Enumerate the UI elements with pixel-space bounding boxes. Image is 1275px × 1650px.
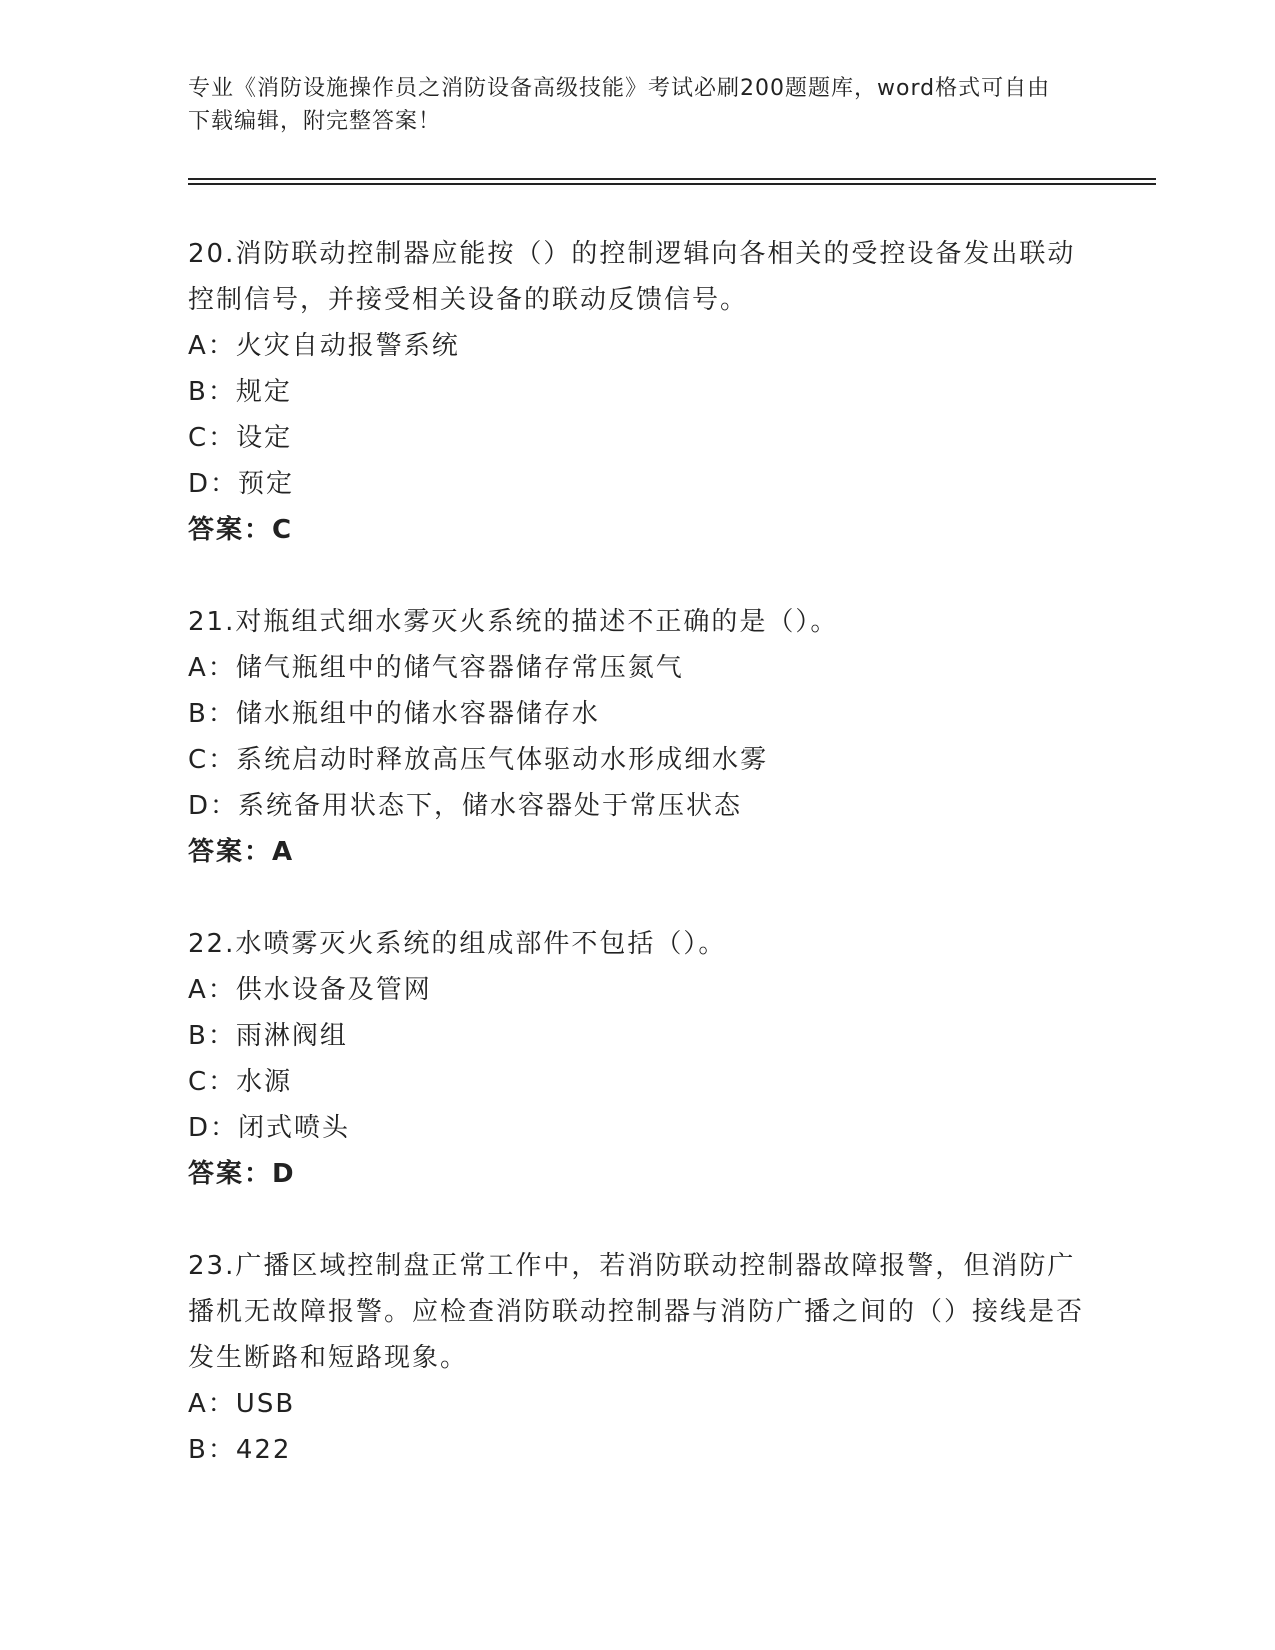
option-d: D：系统备用状态下，储水容器处于常压状态 bbox=[188, 791, 743, 821]
option-a: A：供水设备及管网 bbox=[188, 975, 432, 1005]
question-20 bbox=[188, 231, 1088, 553]
option-b: B：422 bbox=[188, 1435, 292, 1465]
document-header: 专业《消防设施操作员之消防设备高级技能》考试必刷200题题库，word格式可自由下载编辑，附完整答案！ bbox=[188, 76, 1051, 134]
option-d: D：闭式喷头 bbox=[188, 1113, 351, 1143]
question-22 bbox=[188, 921, 1088, 1197]
question-stem: 20.消防联动控制器应能按（）的控制逻辑向各相关的受控设备发出联动控制信号，并接受相关设备的联动反馈信号。 bbox=[188, 239, 1076, 315]
option-a: A：火灾自动报警系统 bbox=[188, 331, 460, 361]
option-b: B：规定 bbox=[188, 377, 292, 407]
option-c: C：系统启动时释放高压气体驱动水形成细水雾 bbox=[188, 745, 769, 775]
option-c: C：水源 bbox=[188, 1067, 293, 1097]
question-21 bbox=[188, 599, 1088, 875]
question-stem: 23.广播区域控制盘正常工作中，若消防联动控制器故障报警，但消防广播机无故障报警。应检查消防联动控制器与消防广播之间的（）接线是否发生断路和短路现象。 bbox=[188, 1251, 1085, 1373]
header-divider-line bbox=[188, 183, 1156, 185]
option-b: B：储水瓶组中的储水容器储存水 bbox=[188, 699, 600, 729]
option-c: C：设定 bbox=[188, 423, 293, 453]
option-b: B：雨淋阀组 bbox=[188, 1021, 348, 1051]
option-d: D：预定 bbox=[188, 469, 295, 499]
question-list bbox=[188, 231, 1088, 1519]
answer: 答案：D bbox=[188, 1159, 296, 1189]
header-divider-line bbox=[188, 178, 1156, 180]
option-a: A：储气瓶组中的储气容器储存常压氮气 bbox=[188, 653, 684, 683]
question-stem: 21.对瓶组式细水雾灭火系统的描述不正确的是（）。 bbox=[188, 607, 839, 637]
question-23 bbox=[188, 1243, 1088, 1473]
question-stem: 22.水喷雾灭火系统的组成部件不包括（）。 bbox=[188, 929, 727, 959]
answer: 答案：C bbox=[188, 515, 294, 545]
answer: 答案：A bbox=[188, 837, 295, 867]
option-a: A：USB bbox=[188, 1389, 296, 1419]
